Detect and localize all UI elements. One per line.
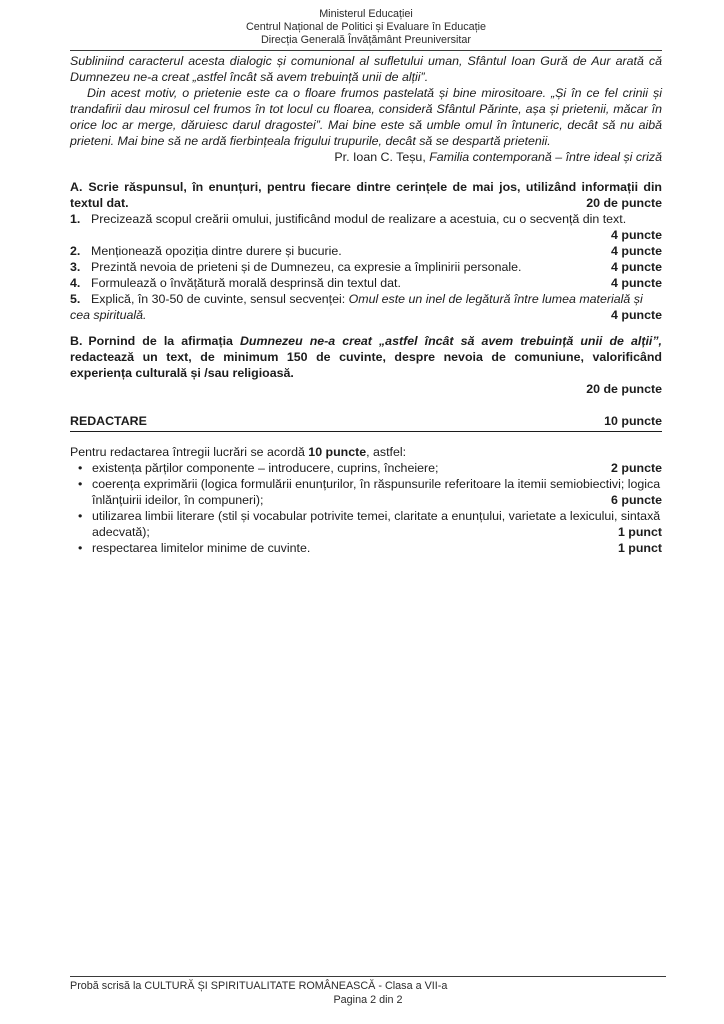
source-text-block: [70, 53, 662, 165]
section-b-quoted-statement: Dumnezeu ne-a creat „astfel încât să avem trebuință unii de alții”,: [239, 334, 662, 348]
item-5: [70, 291, 662, 323]
item-5-points: 4 puncte: [611, 308, 662, 322]
item-5-quoted-sequence: Omul este un inel de legătură între lumea materială și cea spirituală.: [70, 292, 643, 322]
section-b-text-suffix: redactează un text, de minimum 150 de cuvinte, despre nevoia de comuniune, valorificând experiența culturală și /sau religioasă.: [70, 350, 662, 380]
bullet-icon: •: [78, 477, 83, 491]
header-line-ministry: Ministerul Educației: [319, 8, 413, 20]
item-1: [70, 211, 662, 227]
item-4: [70, 275, 662, 291]
attribution-author: Pr. Ioan C. Teșu,: [334, 150, 430, 164]
item-2: [70, 243, 662, 259]
section-b-points: 20 de puncte: [586, 382, 662, 396]
redactare-points: 10 puncte: [604, 414, 662, 428]
footer-exam-title: Probă scrisă la CULTURĂ ȘI SPIRITUALITATE ROMÂNEASCĂ - Clasa a VII-a: [70, 980, 448, 992]
item-1-text: Precizează scopul creării omului, justificând modul de realizare a acestuia, cu o secvență din text.: [91, 212, 627, 226]
header-line-center: Centrul Național de Politici și Evaluare în Educație: [245, 21, 487, 33]
item-3-number: 3.: [70, 260, 81, 274]
header-line-directorate: Direcția Generală Învățământ Preuniversitar: [260, 34, 472, 46]
page-footer: [70, 976, 666, 1007]
item-5-text: Explică, în 30-50 de cuvinte, sensul secvenței:: [91, 292, 349, 306]
item-4-points: 4 puncte: [611, 276, 662, 290]
redactare-intro: [70, 444, 662, 460]
item-1-number: 1.: [70, 212, 81, 226]
section-a-heading: [70, 179, 662, 211]
bullet-2-text: coerența exprimării (logica formulării enunțurilor, în răspunsurile referitoare la itemii semiobiectivi; logica înlănțuirii ideilor, în compuneri);: [92, 477, 661, 507]
item-4-number: 4.: [70, 276, 81, 290]
bullet-4-points: 1 punct: [617, 541, 662, 555]
redactare-header: [70, 413, 662, 432]
redactare-intro-points: 10 puncte: [308, 445, 367, 459]
item-2-points: 4 puncte: [611, 244, 662, 258]
bullet-icon: •: [78, 461, 83, 475]
redactare-bullet-1: [70, 460, 662, 476]
section-b-text-prefix: Pornind de la afirmația: [88, 334, 240, 348]
redactare-bullet-3: [70, 508, 662, 540]
header-divider: [70, 50, 662, 51]
item-3-text: Prezintă nevoia de prieteni și de Dumnezeu, ca expresie a împlinirii personale.: [91, 260, 522, 274]
bullet-1-text: existența părților componente – introducere, cuprins, încheiere;: [92, 461, 439, 475]
attribution-work-title: Familia contemporană – între ideal și criză: [429, 150, 662, 164]
bullet-3-text: utilizarea limbii literare (stil și vocabular potrivite temei, claritate a enunțului, varietate a lexicului, sintaxă adecvată);: [92, 509, 661, 539]
bullet-3-points: 1 punct: [617, 525, 662, 539]
section-b-label: B.: [70, 334, 83, 348]
section-a-text: Scrie răspunsul, în enunțuri, pentru fiecare dintre cerințele de mai jos, utilizând informații din textul dat.: [70, 180, 662, 210]
item-5-number: 5.: [70, 292, 81, 306]
item-3: [70, 259, 662, 275]
section-a-label: A.: [70, 180, 83, 194]
item-2-text: Menționează opoziția dintre durere și bucurie.: [91, 244, 342, 258]
quote-attribution: [70, 149, 662, 165]
ministry-header: [70, 8, 662, 47]
bullet-4-text: respectarea limitelor minime de cuvinte.: [92, 541, 311, 555]
bullet-1-points: 2 puncte: [611, 461, 662, 475]
item-3-points: 4 puncte: [611, 260, 662, 274]
section-a-points: 20 de puncte: [586, 196, 662, 210]
footer-page-number: Pagina 2 din 2: [333, 993, 403, 1006]
redactare-bullet-4: [70, 540, 662, 556]
bullet-2-points: 6 puncte: [611, 493, 662, 507]
redactare-intro-prefix: Pentru redactarea întregii lucrări se acordă: [70, 445, 309, 459]
redactare-bullet-2: [70, 476, 662, 508]
quote-paragraph-1: Subliniind caracterul acesta dialogic și comunional al sufletului uman, Sfântul Ioan Gură de Aur arată că Dumnezeu ne-a creat „astfel încât să avem trebuință unii de alții”.: [70, 54, 662, 84]
section-b-heading: [70, 333, 662, 381]
redactare-title: REDACTARE: [70, 414, 147, 428]
item-2-number: 2.: [70, 244, 81, 258]
redactare-intro-suffix: , astfel:: [366, 445, 407, 459]
quote-paragraph-2: Din acest motiv, o prietenie este ca o floare frumos pastelată și bine mirositoare. „Și în ce fel crinii și trandafirii dau mirosul cel frumos în tot locul cu floarea, consideră Sfântul Părinte, așa și prietenii, măcar în orice loc ar merge, dăruiesc darul dragostei”. Mai bine este să umble omul în întuneric, decât să nu aibă prieteni. Mai bine să ne ardă fierbințeala frigului trupurile, decât să se despartă prietenii.: [70, 86, 662, 148]
item-1-points: 4 puncte: [611, 228, 662, 242]
item-4-text: Formulează o învățătură morală desprinsă din textul dat.: [91, 276, 401, 290]
bullet-icon: •: [78, 509, 83, 523]
bullet-icon: •: [78, 541, 83, 555]
